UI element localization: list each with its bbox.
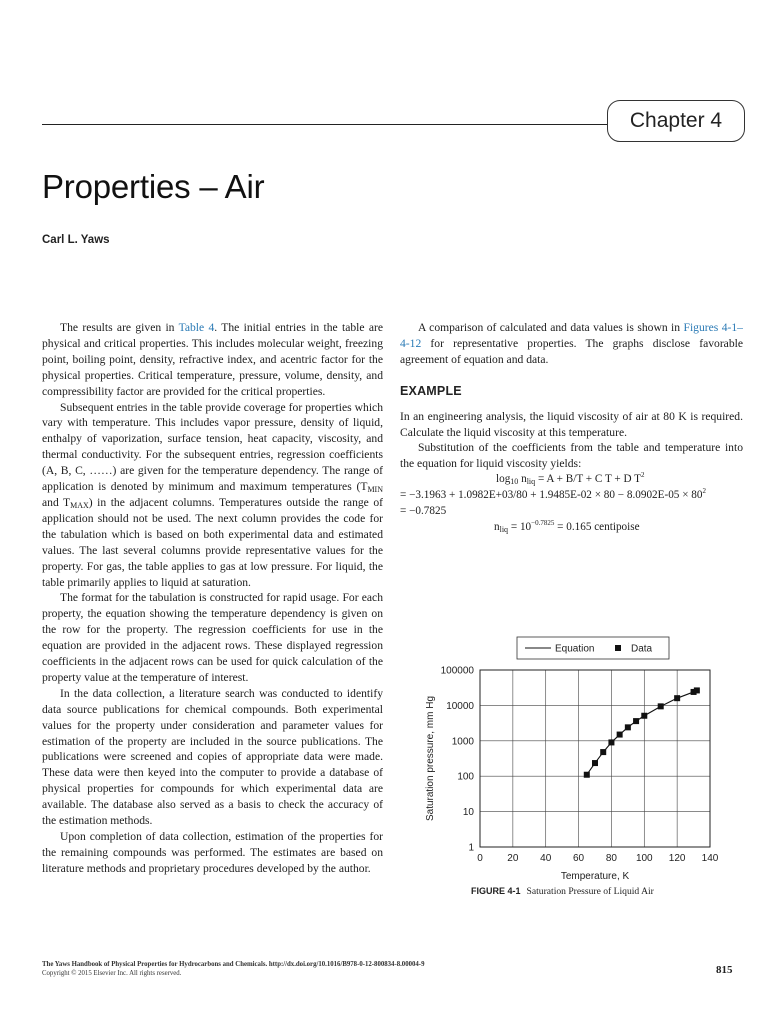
- equation-result: = −0.7825: [400, 505, 447, 518]
- y-tick-label: 10000: [446, 700, 474, 712]
- equation-viscosity: $n_{liq} = 10^{-0.7825} = 0.165$ centipoise: [494, 518, 640, 534]
- data-point: [633, 718, 639, 724]
- chapter-label: Chapter 4: [607, 100, 745, 142]
- x-tick-label: 120: [668, 853, 686, 864]
- figure-label: FIGURE 4-1: [471, 886, 521, 896]
- data-point: [694, 687, 700, 693]
- y-tick-label: 1000: [451, 736, 474, 748]
- x-tick-label: 0: [477, 853, 483, 864]
- right-column: [400, 320, 743, 536]
- y-tick-label: 10: [462, 807, 474, 819]
- paragraph-2: Subsequent entries in the table provide coverage for properties which vary with temperature. This includes vapor pressure, density of liquid, enthalpy of vaporization, surface tension, heat capacity, viscosity, and thermal conductivity. For the subsequent entries, regression coefficients (A, B, C, ……) are given for the temperature dependency. The range of application is denoted by minimum and maximum temperatures ($T_{MIN}$ and $T_{MAX}$) in the adjacent columns. Temperatures outside the range of application should not be used. The next column provides the code for the tabulation which is based on both experimental data and estimated values. The last several columns provide representative values for the property. For gas, the table applies to gas at low pressure. For liquid, the table primarily applies to liquid at saturation.: [42, 400, 383, 589]
- x-tick-label: 20: [507, 853, 519, 864]
- x-tick-label: 140: [701, 853, 719, 864]
- y-axis-label: Saturation pressure, mm Hg: [425, 695, 436, 822]
- x-tick-label: 40: [540, 853, 552, 864]
- x-tick-label: 100: [635, 853, 653, 864]
- x-tick-label: 80: [605, 853, 617, 864]
- paragraph-3: The format for the tabulation is constructed for rapid usage. For each property, the equation showing the temperature dependency is given on the row for the property. The regression coefficients for use in the equation are provided in the adjacent rows. These displayed regression coefficients in the adjacent rows can be used for quick calculation of the property value at the temperature of interest.: [42, 591, 383, 684]
- table-4-link[interactable]: Table 4: [178, 321, 215, 334]
- page-title: Properties – Air: [42, 168, 265, 205]
- footer-copyright: Copyright © 2015 Elsevier Inc. All rights reserved.: [42, 970, 182, 977]
- example-heading: EXAMPLE: [400, 383, 462, 398]
- y-tick-label: 100: [457, 771, 474, 783]
- x-axis-label: Temperature, K: [560, 871, 630, 882]
- paragraph-4: In the data collection, a literature search was conducted to identify data source publications for chemical compounds. Both experimental values for the property under consideration and parameter values for estimation of the property are included in the source publications. The publications were screened and copies of appropriate data were made. These data were then keyed into the computer to provide a database of physical properties for compounds for which experimental data are available. The database also served as a basis to check the accuracy of the estimation methods.: [42, 686, 383, 828]
- data-point: [600, 749, 606, 755]
- data-point: [617, 732, 623, 738]
- paragraph-comparison: A comparison of calculated and data values is shown in Figures 4-1–4-12 for representative properties. The graphs disclose favorable agreement of equation and data.: [400, 321, 743, 366]
- data-point: [592, 760, 598, 766]
- paragraph-1: The results are given in Table 4. The initial entries in the table are physical and critical properties. This includes molecular weight, freezing point, boiling point, density, refractive index, and acentric factor for the physical properties. Critical temperature, pressure, volume, density, and compressibility factor are provided for the critical properties.: [42, 321, 383, 398]
- example-paragraph-1: In an engineering analysis, the liquid viscosity of air at 80 K is required. Calculate the liquid viscosity at this temperature.: [400, 409, 743, 439]
- data-point: [641, 713, 647, 719]
- paragraph-5: Upon completion of data collection, estimation of the properties for the remaining compounds was performed. The estimates are based on literature methods and proprietary procedures developed by the author.: [42, 830, 383, 875]
- figure-caption: [471, 886, 654, 897]
- footer-citation: The Yaws Handbook of Physical Properties for Hydrocarbons and Chemicals. http://dx.doi.org/10.1016/B978-0-12-800834-8.00004-9: [42, 961, 425, 968]
- equation-general: $\log_{10} n_{liq} = A + B/T + C$ T + D $T^2$: [496, 471, 645, 487]
- page-number: 815: [716, 964, 733, 976]
- chapter-rule: [42, 124, 608, 125]
- figures-link[interactable]: Figures 4-1–4-12: [400, 321, 743, 350]
- data-point: [625, 724, 631, 730]
- data-point: [658, 703, 664, 709]
- legend-label-data: Data: [631, 643, 653, 655]
- data-point: [608, 739, 614, 745]
- example-paragraph-2: Substitution of the coefficients from the table and temperature into the equation for liquid viscosity yields:: [400, 441, 743, 471]
- data-point: [674, 695, 680, 701]
- equation-series-line: [587, 690, 697, 774]
- saturation-pressure-chart: [420, 632, 720, 882]
- equation-substitution: = $-3.1963 + 1.0982E+03/80 + 1.9485E-02 \times 80 - 8.0902E-05 \times 80^2$: [400, 487, 706, 502]
- left-column: [42, 320, 383, 877]
- legend-marker-swatch: [615, 645, 621, 651]
- author-name: Carl L. Yaws: [42, 234, 110, 246]
- y-tick-label: 100000: [440, 665, 474, 677]
- y-tick-label: 1: [468, 842, 474, 854]
- x-tick-label: 60: [573, 853, 585, 864]
- data-point: [584, 772, 590, 778]
- figure-caption-text: Saturation Pressure of Liquid Air: [526, 886, 654, 897]
- footer: [42, 960, 424, 978]
- legend-label-equation: Equation: [555, 643, 595, 655]
